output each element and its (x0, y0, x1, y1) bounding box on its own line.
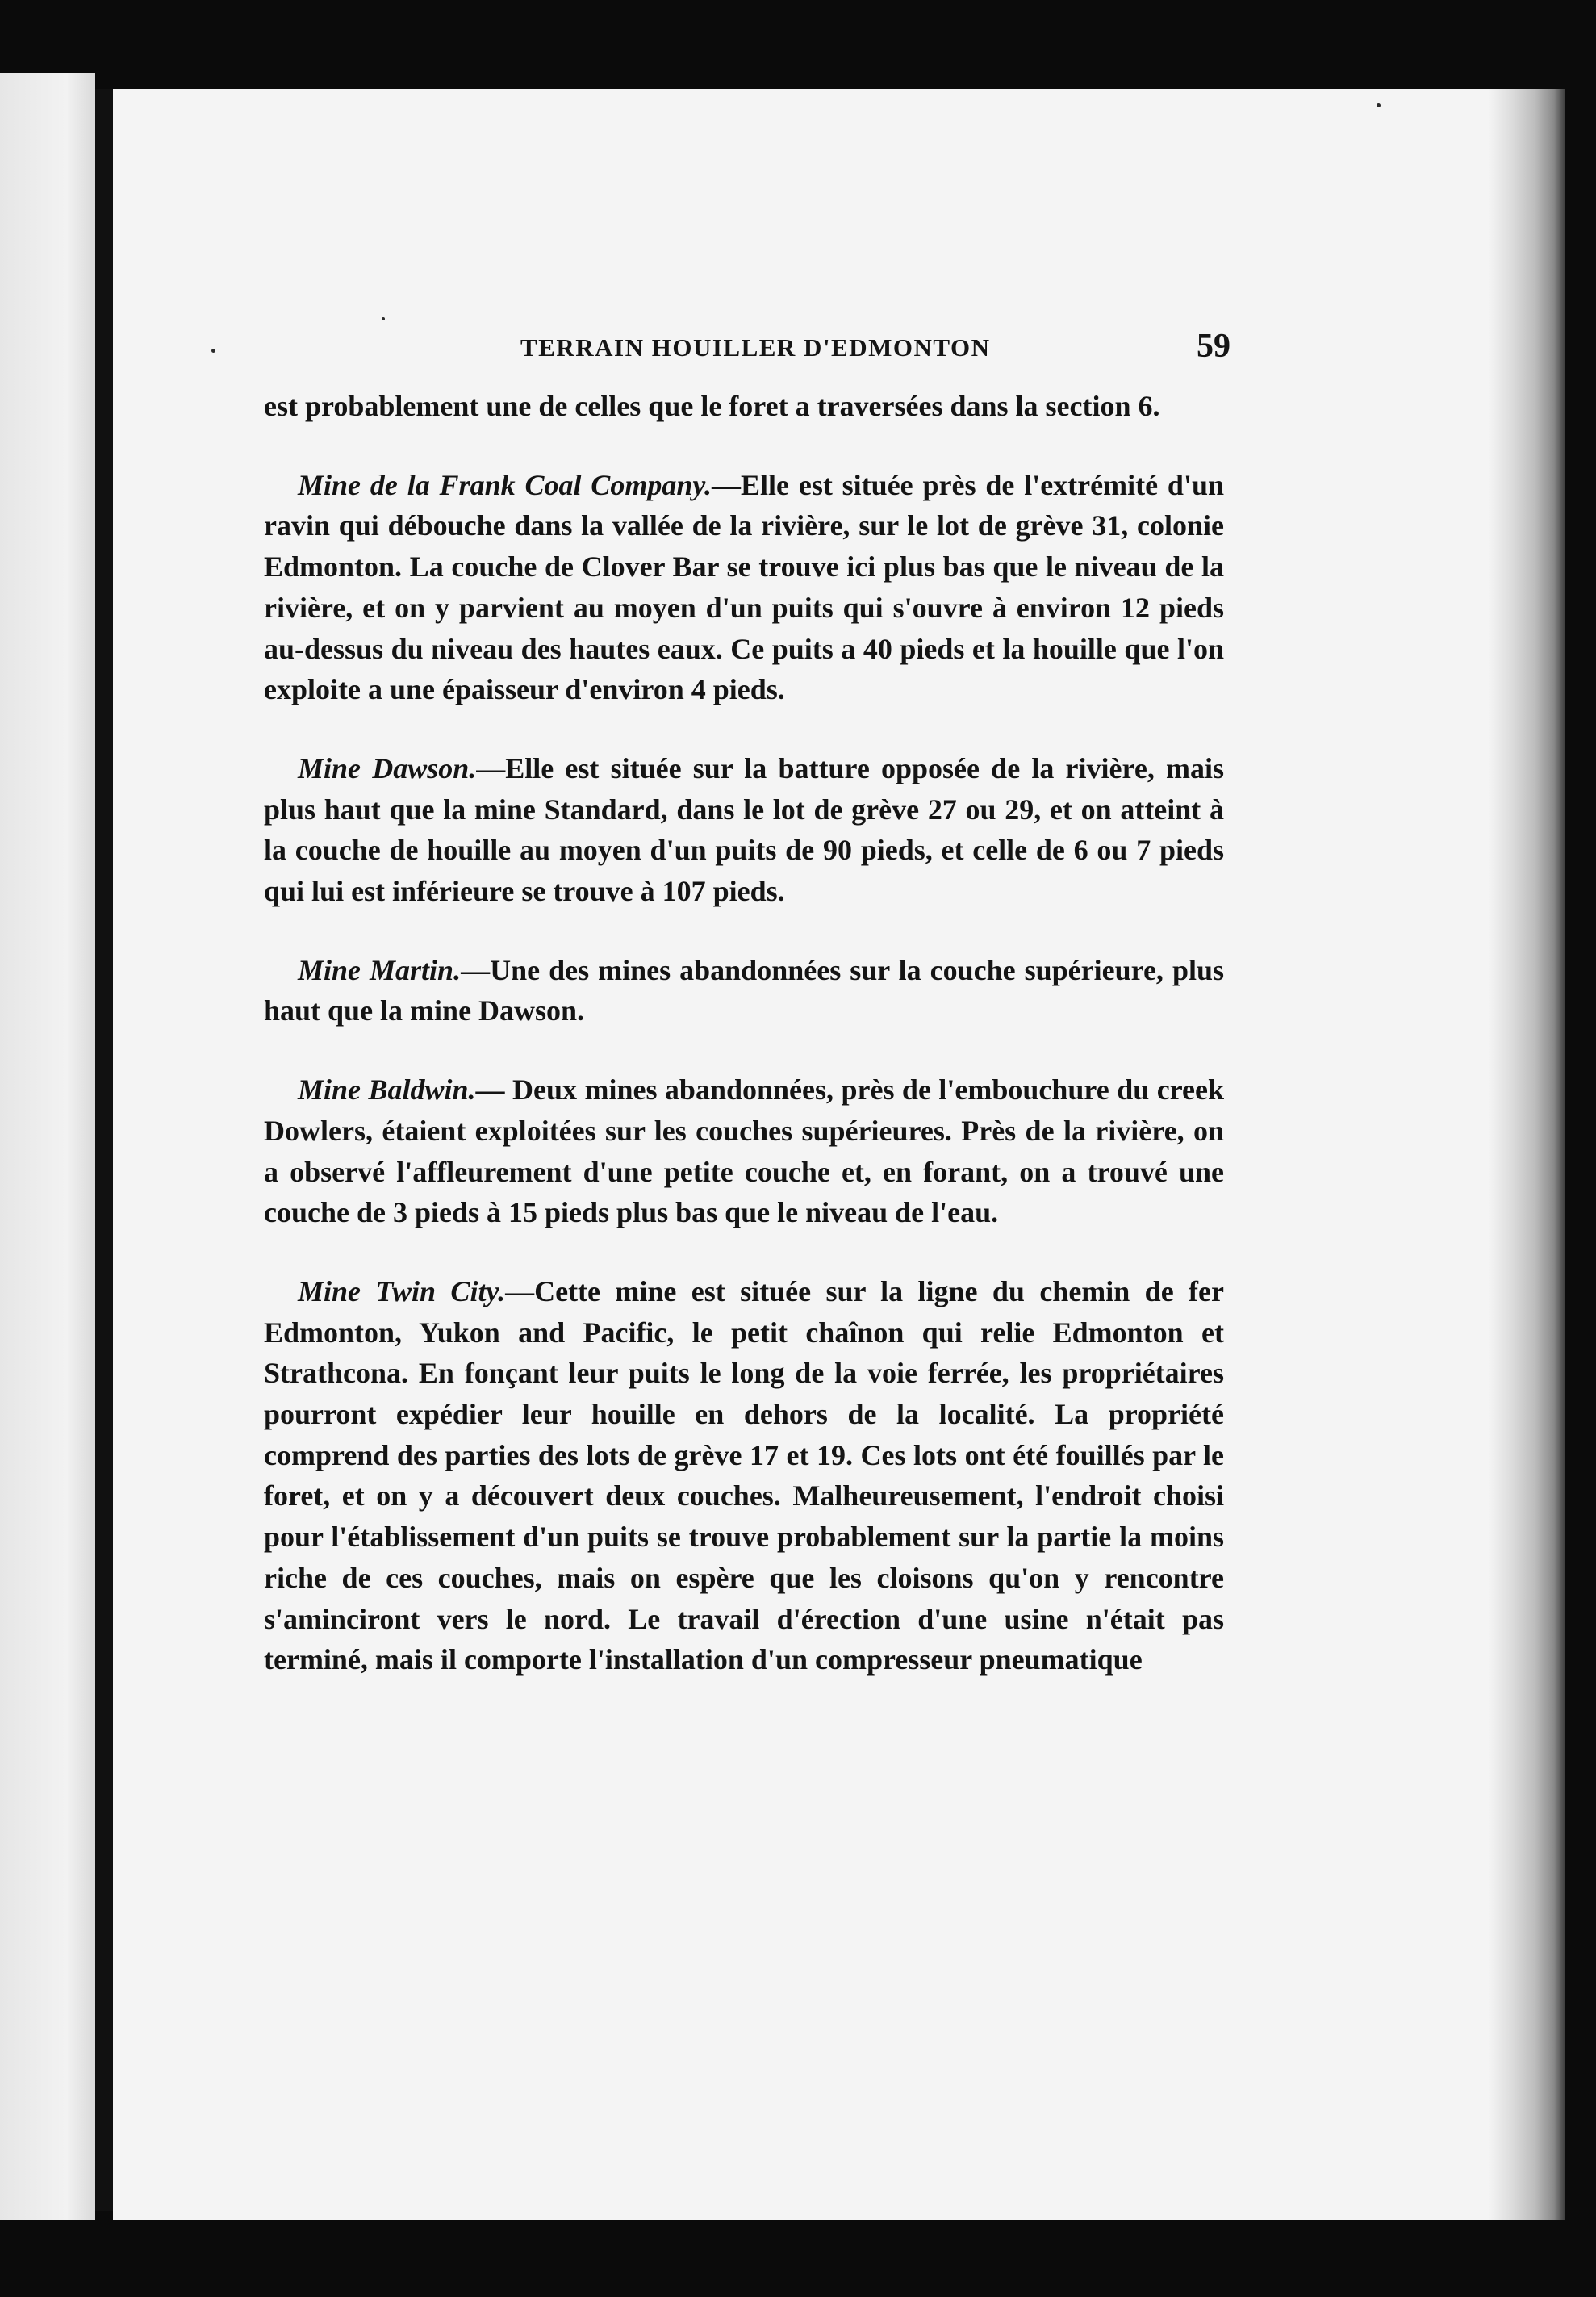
paragraph-title: Mine Martin. (298, 953, 462, 986)
page-number: 59 (1197, 328, 1230, 365)
right-page-edge (1489, 89, 1565, 2220)
paragraph-title: Mine de la Frank Coal Company. (298, 468, 712, 501)
paragraph-text: —Elle est située près de l'extrémité d'un ravin qui débouche dans la vallée de la rivière, sur le lot de grève 31, colonie Edmonton. La couche de Clover Bar se trouve ici plus bas que le niveau de la rivière, et on y parvient au moyen d'un puits qui s'ouvre à environ 12 pieds au-dessus du niveau des hautes eaux. Ce puits a 40 pieds et la houille que l'on exploite a une épaisseur d'environ 4 pieds. (264, 468, 1225, 706)
running-head: TERRAIN HOUILLER D'EDMONTON (520, 333, 991, 362)
paragraph-title: Mine Baldwin. (298, 1073, 476, 1107)
scan-speck (382, 317, 385, 320)
left-page-edge (0, 73, 95, 2220)
paragraph-text: — Deux mines abandonnées, près de l'embouchure du creek Dowlers, étaient exploitées sur les couches supérieures. Près de la rivière, on a observé l'affleurement d'une petite couche et, en forant, on a trouvé une couche de 3 pieds à 15 pieds plus bas que le niveau de l'eau. (264, 1073, 1224, 1229)
paragraph (264, 465, 1224, 710)
paragraph-text: est probablement une de celles que le foret a traversées dans la section 6. (264, 390, 1160, 422)
paragraph-text: —Elle est située sur la batture opposée de la rivière, mais plus haut que la mine Standard, dans le lot de grève 27 ou 29, et on atteint à la couche de houille au moyen d'un puits de 90 pieds, et celle de 6 ou 7 pieds qui lui est inférieure se trouve à 107 pieds. (264, 751, 1224, 908)
scan-speck (211, 349, 215, 353)
paragraph (264, 748, 1224, 912)
paragraph (264, 1069, 1224, 1233)
paragraph (264, 1271, 1224, 1680)
page-header (520, 327, 1230, 367)
paragraph (264, 386, 1224, 427)
book-gutter (95, 89, 113, 2211)
paragraph (264, 950, 1224, 1031)
paragraph-title: Mine Dawson. (298, 751, 477, 784)
scan-speck (1377, 103, 1381, 107)
paragraph-text: —Une des mines abandonnées sur la couche supérieure, plus haut que la mine Dawson. (264, 953, 1224, 1027)
paragraph-title: Mine Twin City. (298, 1274, 506, 1307)
body-text (264, 386, 1224, 1718)
paragraph-text: —Cette mine est située sur la ligne du chemin de fer Edmonton, Yukon and Pacific, le petit chaînon qui relie Edmonton et Strathcona. En fonçant leur puits le long de la voie ferrée, les propriétaires pourront expédier leur houille en dehors de la localité. La propriété comprend des parties des lots de grève 17 et 19. Ces lots ont été fouillés par le foret, et on y a découvert deux couches. Malheureusement, l'endroit choisi pour l'établissement d'un puits se trouve probablement sur la partie la moins riche de ces couches, mais on espère que les cloisons qu'on y rencontre s'aminciront vers le nord. Le travail d'érection d'une usine n'était pas terminé, mais il comporte l'installation d'un compresseur pneumatique (264, 1274, 1224, 1676)
